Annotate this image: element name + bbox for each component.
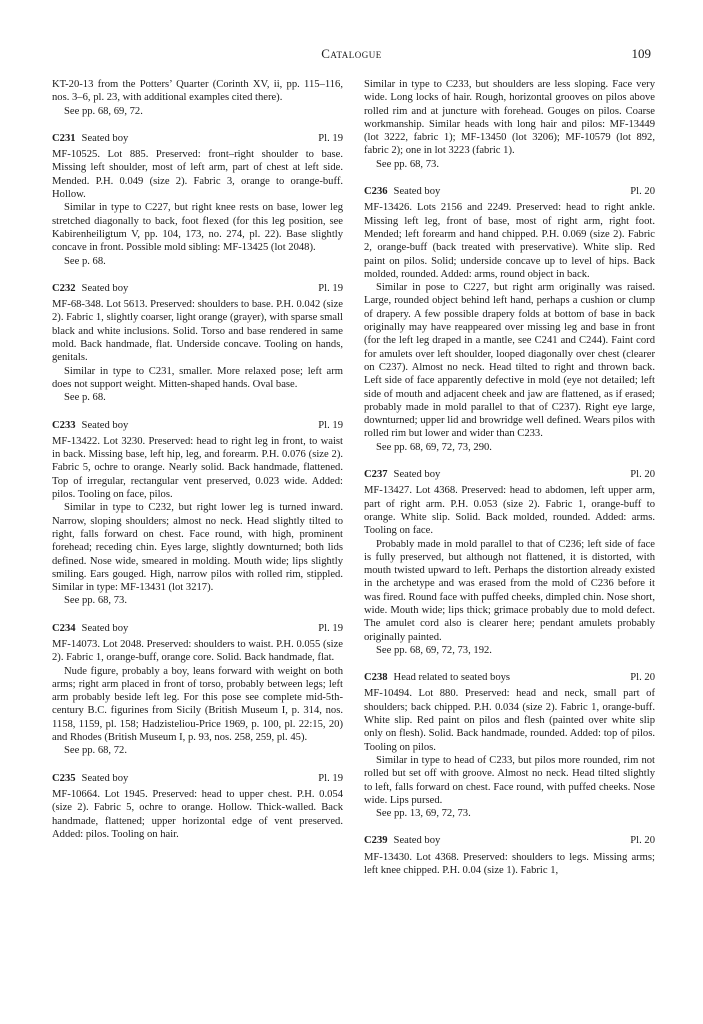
continuation-block [364, 78, 655, 171]
entry-heading [52, 282, 343, 295]
running-head: Catalogue [321, 46, 382, 61]
continued-paragraph: KT-20-13 from the Potters’ Quarter (Corinth XV, ii, pp. 115–116, nos. 3–6, pl. 23, with additional examples cited there). [52, 79, 343, 104]
entry-heading [52, 132, 343, 145]
catalogue-entry [364, 671, 655, 820]
entry-heading [364, 834, 655, 847]
entry-paragraph: Similar in type to C232, but right lower leg is turned inward. Narrow, sloping shoulders; almost no neck. Head slightly tilted to right, falls forward on chest. Face round, with high, prominent forehead; receding chin. Eyes large, slightly downturned; both lids defined. Nose wide, smeared in molding. Mouth wide; lips slightly smiling. Ears gouged. High, narrow pilos with rolled rim, stippled. Similar in type: MF-13431 (lot 3217). [52, 502, 343, 594]
entry-heading [52, 772, 343, 785]
entry-paragraph: MF-10494. Lot 880. Preserved: head and neck, small part of shoulders; back chipped. P.H. 0.034 (size 2). Fabric 1, orange-buff. White slip. Red paint on pilos and flesh (painted over white slip only on flesh). Solid. Back handmade, rounded. Added: top of pilos. Tooling on pilos. [364, 688, 655, 753]
plate-reference: Pl. 20 [630, 835, 655, 847]
see-reference: See p. 68. [64, 255, 106, 267]
see-reference: See pp. 68, 69, 72, 73, 192. [376, 644, 492, 656]
entry-number: C233 [52, 419, 76, 431]
entry-title: Seated boy [393, 186, 441, 198]
entry-paragraph: Similar in type to C231, smaller. More relaxed pose; left arm does not support weight. Mitten-shaped hands. Oval base. [52, 365, 343, 390]
plate-reference: Pl. 20 [630, 672, 655, 684]
catalogue-entry [364, 468, 655, 657]
entry-title: Seated boy [393, 469, 441, 481]
continuation-block [52, 78, 343, 118]
entry-paragraph: MF-13426. Lots 2156 and 2249. Preserved: head to right ankle. Missing left leg, front of base, most of right arm, right foot. Mended; left forearm and hand chipped. P.H. 0.069 (size 2). Fabric 2, orange-buff (back treated with preservative). White slip. Red paint on pilos. Solid; underside concave up to level of hips. Back molded, rounded. Added: arms, round object in back. [364, 202, 655, 280]
entry-number: C232 [52, 282, 76, 294]
entry-paragraph: Similar in type to head of C233, but pilos more rounded, rim not rolled but set off with groove. Almost no neck. Head tilted slightly to left, falls forward on chest. Face round, with puffed cheeks. Nose wide. Lips pursed. [364, 754, 655, 806]
plate-reference: Pl. 19 [318, 282, 343, 294]
entry-paragraph: MF-68-348. Lot 5613. Preserved: shoulders to base. P.H. 0.042 (size 2). Fabric 1, slightly coarser, light orange (grayer), with sparse small black and white inclusions. Solid. Torso and base rendered in same mold. Back handmade, flat. Underside concave. Tooling on hands, genitals. [52, 299, 343, 364]
see-reference: See pp. 13, 69, 72, 73. [376, 808, 471, 820]
entry-title: Seated boy [81, 419, 129, 431]
entry-paragraph: MF-10664. Lot 1945. Preserved: head to upper chest. P.H. 0.054 (size 2). Fabric 5, ochre to orange. Hollow. Thick-walled. Back handmade, flattened; upper horizontal edge of vent preserved. Added: pilos. Tooling on hair. [52, 788, 343, 840]
entry-number: C238 [364, 672, 388, 684]
plate-reference: Pl. 20 [630, 186, 655, 198]
entry-paragraph: Similar in pose to C227, but right arm originally was raised. Large, rounded object behind left hand, perhaps a cushion or clump of drapery. A few possible drapery folds at bottom of base in back originally may have reappeared over missing leg and base in front (for the left leg draped in a mantle, see C241 and C244). Faint cord for amulets over left shoulder, looped diagonally over chest (clearer on C237). Almost no neck. Head tilted to right and thrown back. Left side of face apparently defective in mold (eye not detailed; left side of mouth and adjacent cheek and jaw are flattened, as if erased; probably made in mold parallel to that of C237). Right eye large, downturned; upper lid and browridge well defined. Wears pilos with rolled rim but lower and wider than C233. [364, 282, 655, 440]
catalogue-entry [364, 185, 655, 454]
catalogue-entry [364, 834, 655, 877]
page-header [52, 46, 651, 66]
continued-paragraph: Similar in type to C233, but shoulders are less sloping. Face very wide. Long locks of hair. Rough, horizontal grooves on pilos above rolled rim and at juncture with forehead. Gouges on pilos. Coarse workmanship. Similar heads with long hair and pilos: MF-13449 (lot 3222, fabric 1); MF-13450 (lot 3206); MF-10579 (lot 892, fabric 2); one in lot 3223 (fabric 1). [364, 79, 655, 157]
entry-number: C235 [52, 772, 76, 784]
right-column [364, 78, 655, 877]
see-reference: See pp. 68, 73. [64, 595, 127, 607]
entry-heading [364, 468, 655, 481]
entry-number: C234 [52, 622, 76, 634]
entry-paragraph: MF-13430. Lot 4368. Preserved: shoulders to legs. Missing arms; left knee chipped. P.H. 0.04 (size 1). Fabric 1, [364, 851, 655, 877]
entry-paragraph: Nude figure, probably a boy, leans forward with weight on both arms; right arm placed in front of torso, probably between legs; left arm probably beside left leg. For this pose see complete mid-5th-century B.C. figurines from Sicily (British Museum I, p. 314, nos. 1158, 1159, pl. 158; Hadzisteliou-Price 1969, p. 100, pl. 22:15, 20) and Rhodes (British Museum I, p. 93, nos. 258, 259, pl. 45). [52, 665, 343, 744]
entry-heading [52, 419, 343, 432]
page-number: 109 [631, 46, 651, 61]
entry-title: Seated boy [81, 132, 129, 144]
plate-reference: Pl. 19 [318, 772, 343, 784]
entry-title: Seated boy [81, 622, 129, 634]
entry-paragraph: MF-14073. Lot 2048. Preserved: shoulders to waist. P.H. 0.055 (size 2). Fabric 1, orange-buff, orange core. Solid. Back handmade, flat. [52, 638, 343, 664]
entry-number: C237 [364, 469, 388, 481]
entry-paragraph: Similar in type to C227, but right knee rests on base, lower leg stretched diagonally to back, foot flexed (for this leg position, see Kabirenheiligtum V, pp. 104, 173, no. 274, pl. 22). Base slightly concave in front. Possible mold sibling: MF-13425 (lot 2048). [52, 202, 343, 254]
see-reference: See pp. 68, 69, 72, 73, 290. [376, 441, 492, 453]
see-reference: See pp. 68, 69, 72. [64, 105, 143, 117]
entry-heading [52, 622, 343, 635]
see-reference: See pp. 68, 73. [376, 158, 439, 170]
see-reference: See p. 68. [64, 392, 106, 404]
entry-paragraph: MF-13422. Lot 3230. Preserved: head to right leg in front, to waist in back. Missing base, left hip, leg, and forearm. P.H. 0.076 (size 2). Fabric 5, ochre to orange. Nearly solid. Back handmade, flattened. Top of irregular, rectangular vent preserved, 0.023 wide. Added: pilos. Tooling on face, pilos. [52, 435, 343, 501]
catalogue-entry [52, 622, 343, 758]
catalogue-entry [52, 132, 343, 268]
plate-reference: Pl. 19 [318, 132, 343, 144]
left-column [52, 78, 343, 841]
entry-paragraph: MF-13427. Lot 4368. Preserved: head to abdomen, left upper arm, part of right arm. P.H. 0.053 (size 2). Fabric 1, orange-buff to orange. White slip. Solid. Back molded, rounded. Added: arms. Tooling on face. [364, 485, 655, 537]
entry-heading [364, 185, 655, 198]
entry-title: Seated boy [393, 835, 441, 847]
entry-title: Head related to seated boys [393, 672, 511, 684]
entry-paragraph: MF-10525. Lot 885. Preserved: front–right shoulder to base. Missing left shoulder, most of left arm, part of chest at left side. Mended. P.H. 0.049 (size 2). Fabric 3, orange to orange-buff. Hollow. [52, 149, 343, 201]
entry-number: C236 [364, 186, 388, 198]
catalogue-entry [52, 419, 343, 608]
plate-reference: Pl. 19 [318, 622, 343, 634]
entry-number: C239 [364, 835, 388, 847]
entry-heading [364, 671, 655, 684]
entry-title: Seated boy [81, 282, 129, 294]
plate-reference: Pl. 19 [318, 419, 343, 431]
catalogue-entry [52, 772, 343, 841]
entry-title: Seated boy [81, 772, 129, 784]
entry-paragraph: Probably made in mold parallel to that of C236; left side of face is fully preserved, but although not flattened, it is distorted, with mouth twisted upward to left. Perhaps the distortion already existed in the archetype and was erased from the mold of C236 before it was fired. Round face with puffed cheeks, dimpled chin. Nose short, wide. Mouth wide; lips thick; grimace probably due to mold defect. The amulet cord also is clearer here; pendant amulets probably originally painted. [364, 538, 655, 643]
plate-reference: Pl. 20 [630, 469, 655, 481]
see-reference: See pp. 68, 72. [64, 745, 127, 757]
catalogue-entry [52, 282, 343, 405]
entry-number: C231 [52, 132, 76, 144]
